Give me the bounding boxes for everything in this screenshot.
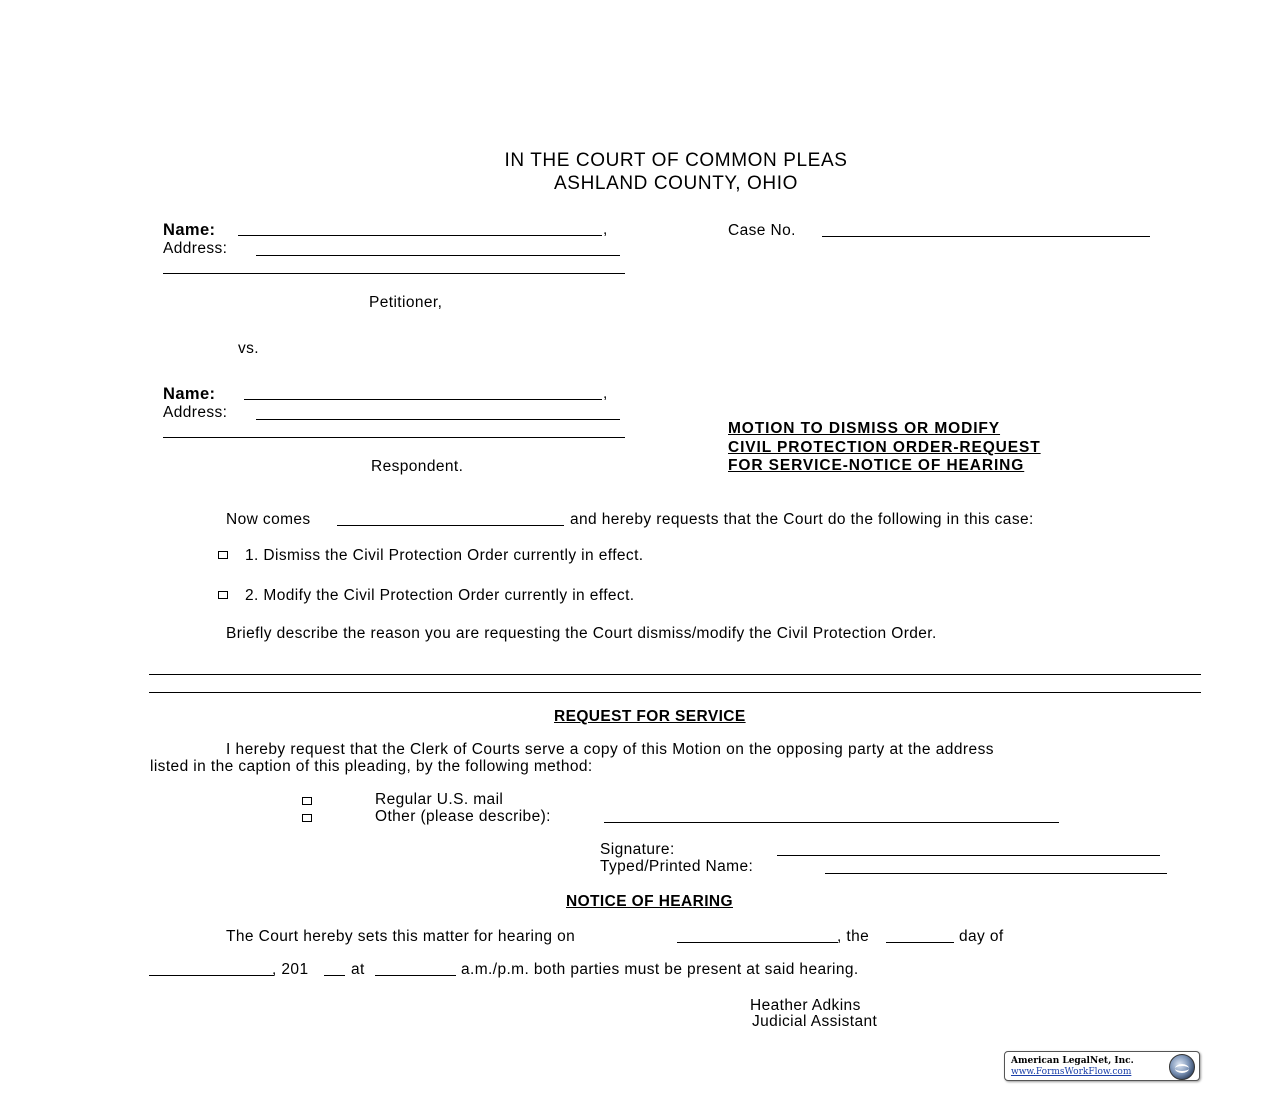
hearing-line-2-a: , 201 — [272, 961, 309, 978]
hearing-month-field[interactable] — [149, 975, 274, 976]
other-method-field[interactable] — [604, 822, 1059, 823]
hearing-line-1-b: , the — [837, 928, 870, 945]
petitioner-name-field[interactable] — [238, 235, 602, 236]
court-title: IN THE COURT OF COMMON PLEAS — [504, 150, 848, 171]
respondent-name-label: Name: — [163, 385, 216, 403]
case-number-label: Case No. — [728, 222, 796, 239]
petitioner-role: Petitioner, — [369, 294, 443, 311]
dismiss-checkbox[interactable] — [218, 551, 228, 559]
petitioner-name-label: Name: — [163, 221, 216, 239]
forms-workflow-logo[interactable] — [1004, 1051, 1200, 1081]
hearing-heading: NOTICE OF HEARING — [566, 893, 733, 910]
other-method-checkbox[interactable] — [302, 814, 312, 822]
signer-title: Judicial Assistant — [752, 1013, 878, 1030]
hearing-day-field[interactable] — [886, 942, 954, 943]
petitioner-address-field-2[interactable] — [163, 273, 625, 274]
petitioner-name-comma: , — [603, 221, 608, 238]
service-paragraph-line-2: listed in the caption of this pleading, by the following method: — [150, 758, 593, 775]
respondent-name-comma: , — [603, 385, 608, 402]
petitioner-address-label: Address: — [163, 240, 228, 257]
globe-icon — [1169, 1054, 1195, 1080]
regular-mail-label: Regular U.S. mail — [375, 791, 504, 808]
service-paragraph-line-1: I hereby request that the Clerk of Courts serve a copy of this Motion on the opposing party at the address — [226, 741, 994, 758]
signer-name: Heather Adkins — [750, 997, 861, 1014]
requests-text: and hereby requests that the Court do the following in this case: — [570, 511, 1034, 528]
option-modify-text: 2. Modify the Civil Protection Order currently in effect. — [245, 587, 635, 604]
hearing-year-field[interactable] — [324, 975, 345, 976]
hearing-time-field[interactable] — [375, 975, 456, 976]
logo-url-link[interactable]: www.FormsWorkFlow.com — [1011, 1067, 1132, 1077]
logo-company-name: American LegalNet, Inc. — [1011, 1056, 1134, 1066]
printed-name-field[interactable] — [825, 873, 1167, 874]
printed-name-label: Typed/Printed Name: — [600, 858, 754, 875]
reason-field-1[interactable] — [149, 674, 1201, 675]
hearing-line-2-b: at — [351, 961, 365, 978]
respondent-address-label: Address: — [163, 404, 228, 421]
motion-title-line-3: FOR SERVICE-NOTICE OF HEARING — [728, 457, 1025, 474]
hearing-date-field[interactable] — [677, 942, 838, 943]
hearing-line-1-c: day of — [959, 928, 1004, 945]
movant-name-field[interactable] — [337, 525, 564, 526]
service-heading: REQUEST FOR SERVICE — [554, 708, 746, 725]
court-county: ASHLAND COUNTY, OHIO — [554, 173, 798, 194]
motion-title-line-1: MOTION TO DISMISS OR MODIFY — [728, 420, 1001, 437]
petitioner-address-field[interactable] — [256, 255, 620, 256]
signature-field[interactable] — [777, 855, 1160, 856]
now-comes-text: Now comes — [226, 511, 311, 528]
option-dismiss-text: 1. Dismiss the Civil Protection Order currently in effect. — [245, 547, 644, 564]
regular-mail-checkbox[interactable] — [302, 797, 312, 805]
signature-label: Signature: — [600, 841, 675, 858]
versus-text: vs. — [238, 340, 260, 357]
respondent-address-field[interactable] — [256, 419, 620, 420]
describe-reason-text: Briefly describe the reason you are requesting the Court dismiss/modify the Civil Protection Order. — [226, 625, 937, 642]
modify-checkbox[interactable] — [218, 591, 228, 599]
respondent-address-field-2[interactable] — [163, 437, 625, 438]
case-number-field[interactable] — [822, 236, 1150, 237]
respondent-name-field[interactable] — [244, 399, 602, 400]
hearing-line-1-a: The Court hereby sets this matter for hearing on — [226, 928, 576, 945]
other-method-label: Other (please describe): — [375, 808, 551, 825]
reason-field-2[interactable] — [149, 692, 1201, 693]
respondent-role: Respondent. — [371, 458, 464, 475]
hearing-line-2-c: a.m./p.m. both parties must be present at said hearing. — [461, 961, 859, 978]
motion-title-line-2: CIVIL PROTECTION ORDER-REQUEST — [728, 439, 1041, 456]
